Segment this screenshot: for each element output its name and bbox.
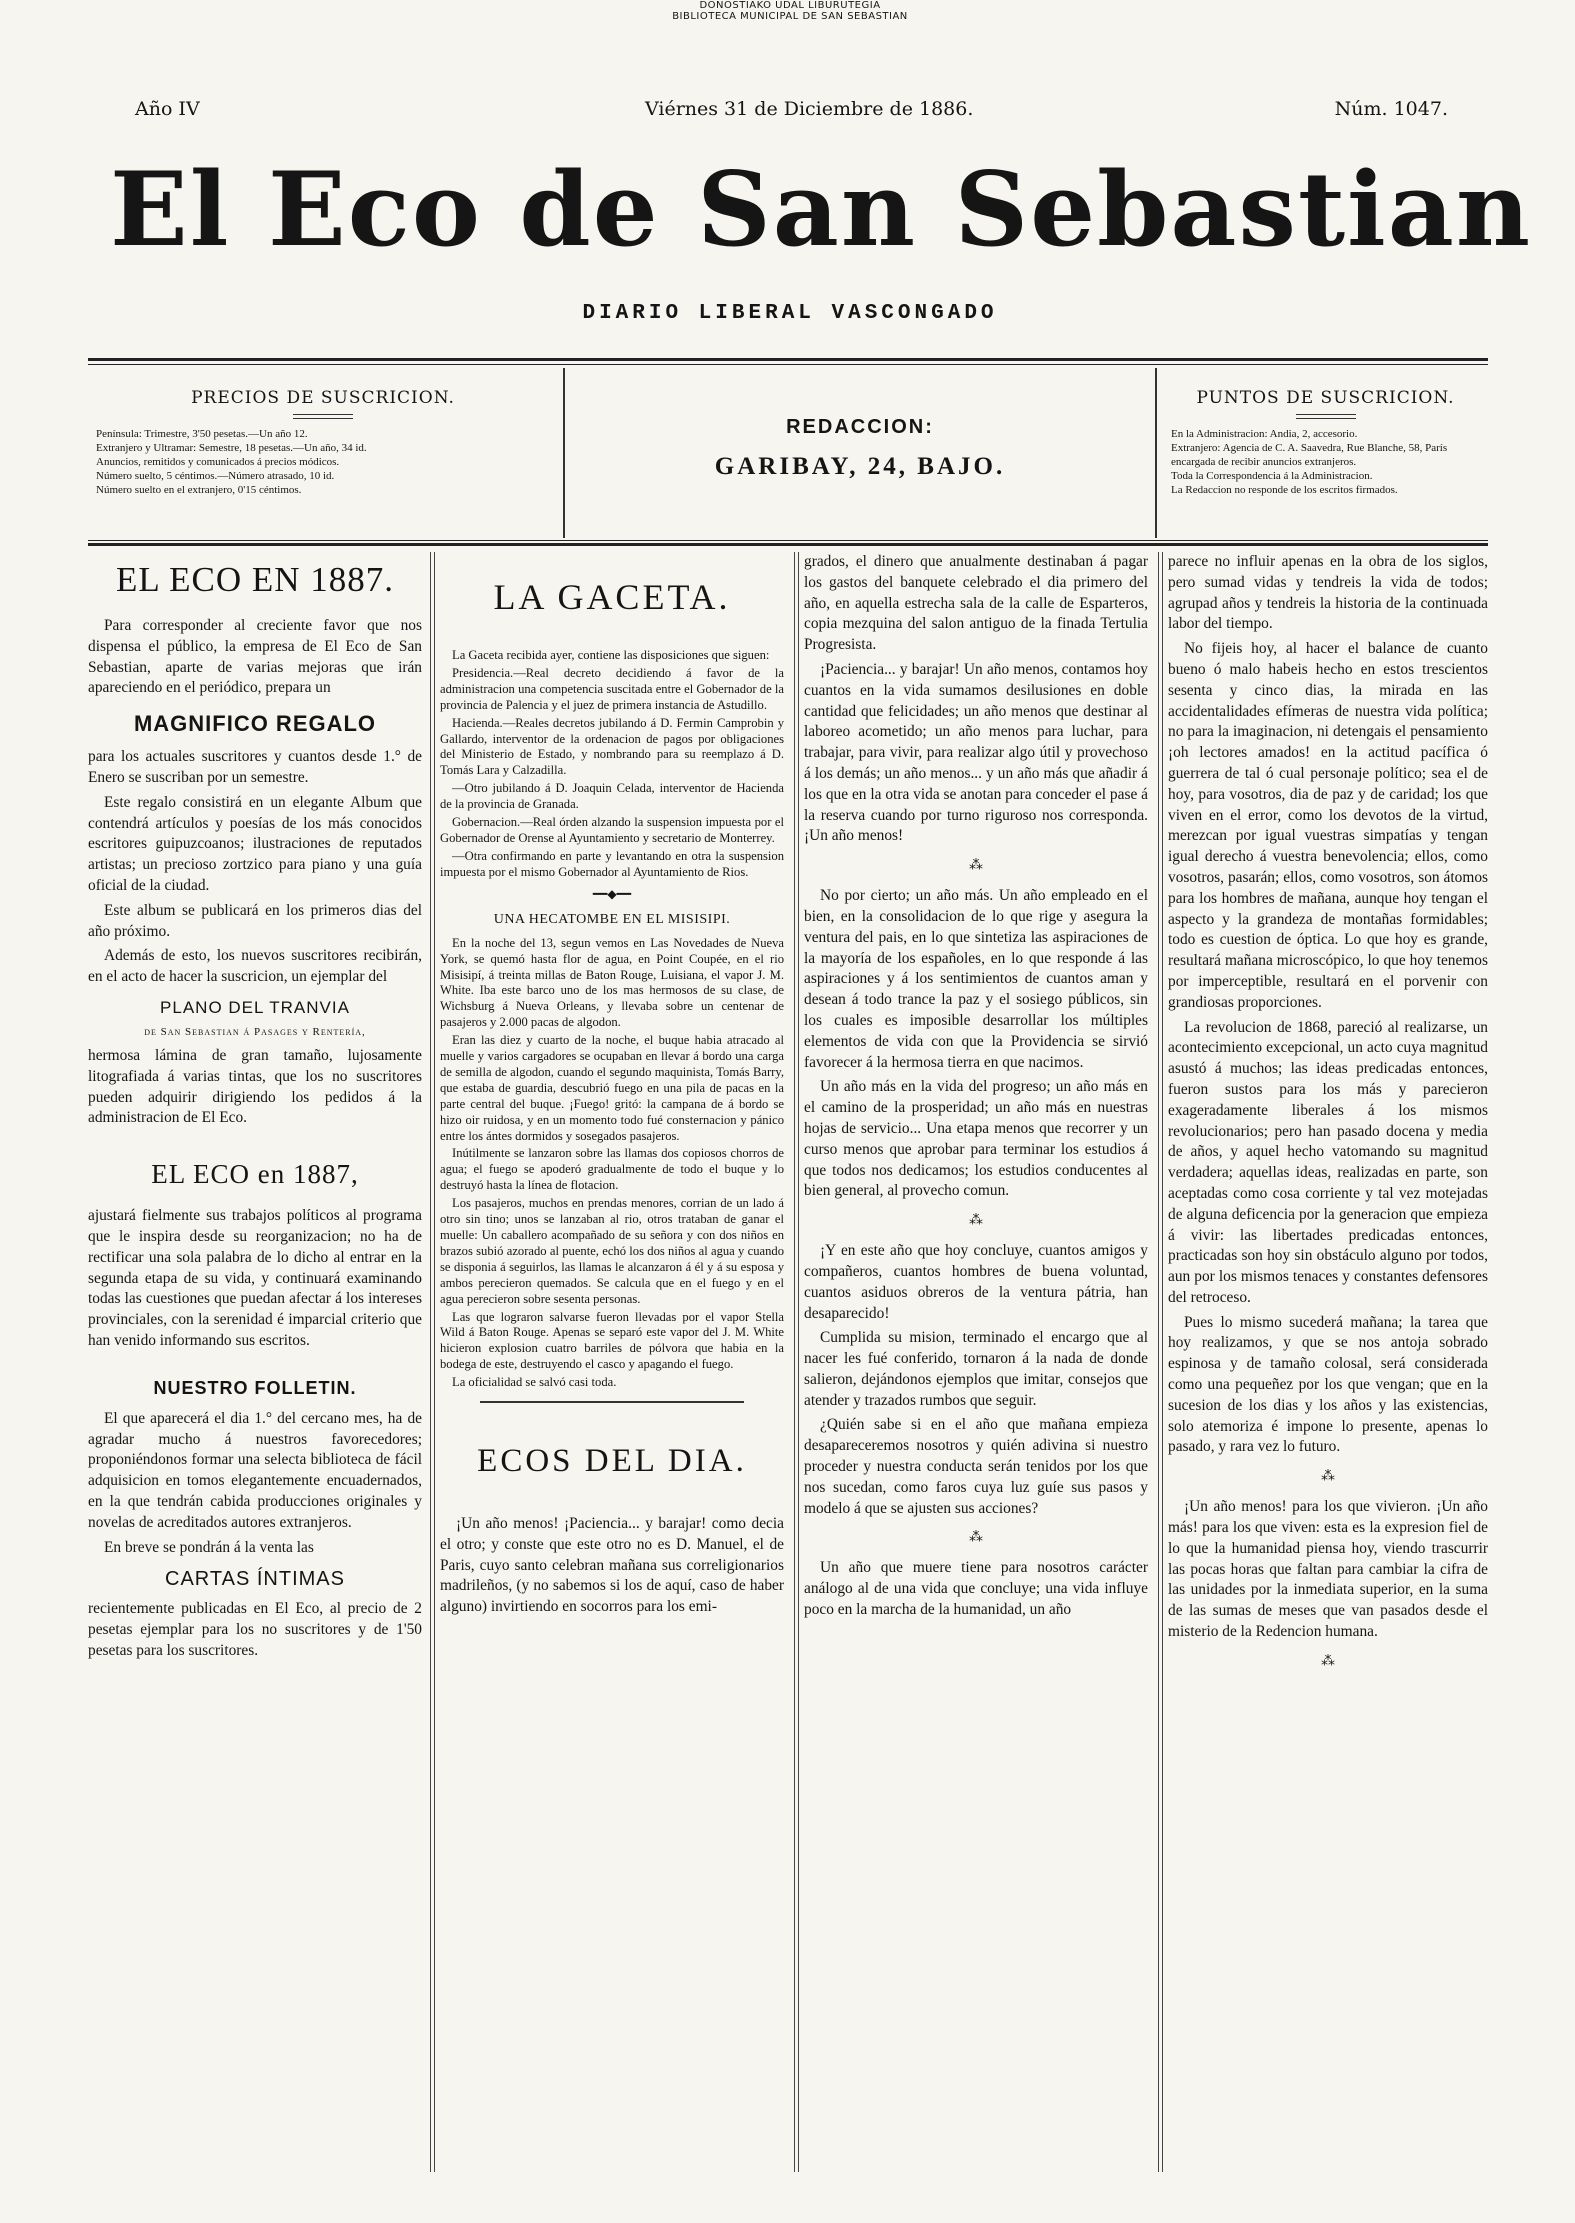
paragraph: Cumplida su mision, terminado el encargo que al nacer les fué conferido, tornaron á la nada de donde salieron, dejándonos ejemplos que imitar, consejos que atender y trazados rumbos que seguir. xyxy=(804,1329,1148,1409)
paragraph: Presidencia.—Real decreto decidiendo á favor de la administracion una competencia suscitada entre el Gobernador de la provincia de Palencia y el juez de primera instancia de Astudillo. xyxy=(440,665,784,712)
stamp-line-2: BIBLIOTECA MUNICIPAL DE SAN SEBASTIAN xyxy=(672,11,908,22)
eco-1887-heading: EL ECO EN 1887. xyxy=(115,560,395,599)
misisipi-heading: UNA HECATOMBE EN EL MISISIPI. xyxy=(493,911,731,927)
paragraph: Para corresponder al creciente favor que nos dispensa el público, la empresa de El Eco de San Sebastian, aparte de varias mejoras que irán apareciendo en el periódico, prepara un xyxy=(88,617,422,697)
paragraph: En la noche del 13, segun vemos en Las Novedades de Nueva York, se quemó hasta flor de agua, en Point Coupée, en el rio Misisipí, á treinta millas de Baton Rouge, Luisiana, el vapor J. M. White. Iba este barco uno de los mas hermosos de su clase, de Wichsburg á Nueva Orleans, y llevaba sobre un centenar de pasajeros y 2.000 pacas de algodon. xyxy=(440,935,784,1030)
paragraph: Pues lo mismo sucederá mañana; la tarea que hoy realizamos, y que se nos antoja sobrado espinosa y de tamaño colosal, será considerada como una pequeñez por los que vengan; que en la sucesion de los dias y los años y las existencias, solo atemoriza é impone lo presente, apenas lo pasado, y rara vez lo futuro. xyxy=(1168,1313,1488,1456)
paragraph: —Otra confirmando en parte y levantando en otra la suspension impuesta por el mismo Gobernador al Ayuntamiento de Rios. xyxy=(440,848,784,879)
prices-line: Anuncios, remitidos y comunicados á precios módicos. xyxy=(96,456,340,468)
section-rule xyxy=(480,1401,744,1403)
paragraph: El que aparecerá el dia 1.° del cercano mes, ha de agradar mucho á nuestros favorecedores; proponiéndonos formar una selecta biblioteca de fácil adquisicion en tomos elegantemente encuadernados, en la que tendrán cabida producciones originales y novelas de acreditados autores extranjeros. xyxy=(88,1409,422,1531)
paragraph: parece no influir apenas en la obra de los siglos, pero sumad vidas y tendreis la vida de todos; agrupad años y tendreis la historia de la continuada labor del tiempo. xyxy=(1168,553,1488,633)
library-stamp xyxy=(520,0,1060,22)
paragraph: Un año más en la vida del progreso; un año más en el camino de la prosperidad; un año más en nuestras hojas de servicio... Una etapa menos que recorrer y un curso menos que aprobar para terminar los estudios á que todos nos dedicamos; los estudios conducentes al bien general, al provecho comun. xyxy=(804,1078,1148,1200)
column-2 xyxy=(440,552,784,2192)
paragraph: Eran las diez y cuarto de la noche, el buque habia atracado al muelle y varios cargadores se ocupaban en llevar á bordo una carga de semilla de algodon, cuando el segundo maquinista, Tomás Barry, que estaba de guardia, descubrió fuego en una pila de pacas en la parte central del buque. ¡Fuego! gritó: la campana de á bordo se hizo oir ruidosa, y en un momento todo fué consternacion y pánico entre los ántes dormidos y sosegados pasajeros. xyxy=(440,1033,784,1143)
asterism: ⁂ xyxy=(969,858,983,874)
issue-year: Año IV xyxy=(135,98,200,120)
newspaper-subtitle: DIARIO LIBERAL VASCONGADO xyxy=(582,302,998,325)
asterism: ⁂ xyxy=(969,1530,983,1546)
paragraph: Los pasajeros, muchos en prendas menores, corrian de un lado á otro sin tino; unos se lanzaban al rio, otros trataban de ganar el muelle: Un caballero acompañado de su señora y con dos niños en brazos subió azorado al puente, echó los dos niños al agua y cuando se disponia á seguirlos, las llamas le alcanzaron á él y á su esposa y ambos perecieron quemados. Se calcula que en el fuego y en el agua perecieron sobre sesenta personas. xyxy=(440,1196,784,1306)
prices-divider xyxy=(293,414,353,419)
issue-number: Núm. 1047. xyxy=(1334,98,1448,120)
paragraph: ¡Paciencia... y barajar! Un año menos, contamos hoy cuantos en la vida sumamos desilusiones en doble cantidad que felicidades; un año menos que destinar al laboreo acometido; un año menos para luchar, para trabajar, para vivir, para realizar algo útil y provechoso á los demás; un año menos... y un año más que añadir á los que en la otra vida se anotan para conceder el pase á la reserva cuando por turno riguroso nos corresponda. ¡Un año menos! xyxy=(804,660,1148,845)
paragraph: Un año que muere tiene para nosotros carácter análogo al de una vida que concluye; una vida influye poco en la marcha de la humanidad, un año xyxy=(804,1559,1148,1619)
dateline xyxy=(110,98,1470,130)
ornament-divider: ━━◆━━ xyxy=(592,886,632,901)
article-columns xyxy=(88,552,1488,2192)
column-4 xyxy=(1168,552,1488,2192)
points-line: La Redaccion no responde de los escritos firmados. xyxy=(1171,484,1398,496)
redaccion-address: GARIBAY, 24, BAJO. xyxy=(714,453,1006,480)
paragraph: La revolucion de 1868, pareció al realizarse, un acontecimiento excepcional, un acto cuya magnitud asustó á muchos; las ideas predicadas entonces, fueron sustos para los más y parecieron exageradamente liberales á los mismos revolucionarios; pero han pasado docena y media de años, y aquel hecho vatomando su magnitud verdadera; aquellas ideas, realizadas en parte, son aceptadas como cosa corriente y tal vez motejadas de alguna deficencia por la generacion que empieza á vivir: las libertades predicadas entonces, practicadas son hoy sin obstáculo alguno por todos, aun por los mismos tenaces y constantes defensores del retroceso. xyxy=(1168,1018,1488,1306)
points-divider xyxy=(1296,414,1356,419)
ecos-del-dia-heading: ECOS DEL DIA. xyxy=(477,1443,747,1480)
header-rule-bottom-thin xyxy=(88,540,1488,541)
points-box xyxy=(1163,368,1488,538)
paragraph: La Gaceta recibida ayer, contiene las disposiciones que siguen: xyxy=(452,648,770,662)
header-rule-top-thin xyxy=(88,364,1488,365)
paragraph: La oficialidad se salvó casi toda. xyxy=(452,1375,617,1390)
asterism: ⁂ xyxy=(969,1213,983,1229)
paragraph: para los actuales suscritores y cuantos desde 1.° de Enero se suscriban por un semestre. xyxy=(88,748,422,786)
redaccion-box xyxy=(563,368,1157,538)
header-rule-top xyxy=(88,358,1488,361)
paragraph: —Otro jubilando á D. Joaquin Celada, interventor de Hacienda de la provincia de Granada. xyxy=(440,781,784,812)
paragraph: ¡Un año menos! para los que vivieron. ¡Un año más! para los que viven: esta es la expresion fiel de lo que la humanidad piensa hoy, viendo trascurrir las pocas horas que faltan para cambiar la cifra de las unidades por la inmediata superior, en la suma de las sumas de meses que van pasados desde el misterio de la Redencion humana. xyxy=(1168,1498,1488,1641)
eco-1887-heading-2: EL ECO en 1887, xyxy=(151,1159,359,1190)
paragraph: En breve se pondrán á la venta las xyxy=(104,1538,314,1556)
paragraph: Este regalo consistirá en un elegante Album que contendrá artículos y poesías de los más conocidos escritores guipuzcoanos; ilustraciones de reputados artistas; un precioso zortzico para piano y una guía oficial de la ciudad. xyxy=(88,793,422,894)
redaccion-label: REDACCION: xyxy=(786,416,934,438)
asterism: ⁂ xyxy=(1321,1469,1335,1485)
column-3 xyxy=(804,552,1148,2192)
issue-date: Viérnes 31 de Diciembre de 1886. xyxy=(645,98,974,120)
paragraph: ¡Y en este año que hoy concluye, cuantos amigos y compañeros, cuantos hombres de buena voluntad, cuantos asiduos obreros de la ventura pátria, han desaparecido! xyxy=(804,1242,1148,1322)
paragraph: Además de esto, los nuevos suscritores recibirán, en el acto de hacer la suscricion, un ejemplar del xyxy=(88,947,422,986)
paragraph: hermosa lámina de gran tamaño, lujosamente litografiada á varias tintas, que los no suscritores pueden adquirir dirigiendo los pedidos á la administracion de El Eco. xyxy=(88,1046,422,1127)
paragraph: Las que lograron salvarse fueron llevadas por el vapor Stella Wild á Baton Rouge. Apenas se separó este vapor del J. M. White hicieron explosion cuatro barriles de pólvora que habia en la bodega de este, destruyendo el casco y apagando el fuego. xyxy=(440,1309,784,1372)
paragraph: Gobernacion.—Real órden alzando la suspension impuesta por el Gobernador de Orense al Ayuntamiento y secretario de Monterrey. xyxy=(440,815,784,845)
points-line: Toda la Correspondencia á la Administracion. xyxy=(1171,470,1373,482)
stamp-line-1: DONOSTIAKO UDAL LIBURUTEGIA xyxy=(699,0,881,11)
asterism: ⁂ xyxy=(1321,1653,1335,1669)
tram-map-subheading: de San Sebastian á Pasages y Rentería, xyxy=(144,1025,366,1038)
points-line: Extranjero: Agencia de C. A. Saavedra, Rue Blanche, 58, París encargada de recibir anuncios extranjeros. xyxy=(1171,442,1448,468)
prices-line: Extranjero y Ultramar: Semestre, 18 pesetas.—Un año, 34 id. xyxy=(96,442,367,454)
paragraph: Inútilmente se lanzaron sobre las llamas dos copiosos chorros de agua; el fuego se apoderó gradualmente de todo el buque y lo destruyó hasta la línea de flotacion. xyxy=(440,1146,784,1193)
prices-line: Península: Trimestre, 3'50 pesetas.—Un año 12. xyxy=(96,428,308,440)
paragraph: Hacienda.—Reales decretos jubilando á D. Fermin Camprobin y Gallardo, interventor de la ordenacion de pagos por obligaciones del Ministerio de Estado, y nombrando para su reemplazo á D. Tomás Lara y Calzadilla. xyxy=(440,715,784,778)
paragraph: ajustará fielmente sus trabajos políticos al programa que le inspira desde su reorganizacion; no ha de rectificar una sola palabra de lo dicho al entrar en la segunda etapa de su vida, y continuará examinando todas las cuestiones que puedan afectar á los intereses provinciales, con la serenidad é imparcial criterio que han venido informando sus escritos. xyxy=(88,1207,422,1349)
newspaper-title: El Eco de San Sebastian xyxy=(110,150,1533,270)
paragraph: Este album se publicará en los primeros dias del año próximo. xyxy=(88,901,422,940)
paragraph: No fijeis hoy, al hacer el balance de cuanto bueno ó malo habeis hecho en estos trescientos sesenta y cinco dias, la mirada en las accidentalidades efímeras de nuestra vida política; no para la imaginacion, ni detengais el pensamiento ¡oh lectores amados! en la actitud pacífica ó guerrera de tal ó cual personaje político; sea el de hoy, para vosotros, dia de paz y de caridad; los que viven en el error, como los devotos de la virtud, merezcan por igual vuestras simpatías y tengan igual derecho á vuestra benevolencia; ellos, como vosotros, pasarán; ellos, como vosotros, son átomos para los hombres de mañana, aunque hoy tengan el aspecto y la grandeza de montañas formidables; todo es cuestion de óptica. Lo que hoy es grande, resultará mañana microscópico, lo que hoy tenemos por imperceptible, resultará en el porvenir con grandiosas proporciones. xyxy=(1168,640,1488,1011)
points-title: PUNTOS DE SUSCRICION. xyxy=(1196,388,1455,408)
paragraph: ¿Quién sabe si en el año que mañana empieza desapareceremos nosotros y quién adivina si nuestro proceder y nuestra conducta serán tenidos por los que nos sucedan, como faros cuya luz guíe sus pasos y modelo á que se ajusten sus acciones? xyxy=(804,1416,1148,1517)
header-rule-bottom xyxy=(88,543,1488,546)
paragraph: grados, el dinero que anualmente destinaban á pagar los gastos del banquete celebrado el dia primero del año, en aquella estrecha sala de la calle de Esparteros, copia mezquina del salon antiguo de la finada Tertulia Progresista. xyxy=(804,553,1148,654)
folletin-heading: NUESTRO FOLLETIN. xyxy=(153,1377,357,1398)
paragraph: No por cierto; un año más. Un año empleado en el bien, en la consolidacion de lo que rige y asegura la ventura del pais, en lo que sintetiza las aspiraciones de la mayoría de los españoles, en lo que responde á las aspiraciones y á los sentimientos de cuantos aman y desean á todo trance la paz y el sosiego públicos, sin los cuales es imposible desarrollar los múltiples elementos de vida con que la Providencia se sirvió favorecer á la hermosa tierra en que nacimos. xyxy=(804,887,1148,1071)
gift-heading: MAGNIFICO REGALO xyxy=(133,711,377,737)
subscription-boxes xyxy=(88,368,1488,538)
column-1 xyxy=(88,552,422,2192)
paragraph: ¡Un año menos! ¡Paciencia... y barajar! como decia el otro; y conste que este otro no es D. Manuel, el de Paris, cuyo santo celebran mañana sus correligionarios madrileños, (y no sabemos si los de aquí, caso de haber alguno) invirtiendo en socorros para los emi- xyxy=(440,1515,784,1616)
prices-title: PRECIOS DE SUSCRICION. xyxy=(191,388,455,408)
prices-line: Número suelto en el extranjero, 0'15 céntimos. xyxy=(96,484,302,496)
prices-box xyxy=(88,368,558,538)
points-line: En la Administracion: Andia, 2, accesorio. xyxy=(1171,428,1358,440)
paragraph: recientemente publicadas en El Eco, al precio de 2 pesetas ejemplar para los no suscritores y de 1'50 pesetas para los suscritores. xyxy=(88,1600,422,1659)
tram-map-heading: PLANO DEL TRANVIA xyxy=(160,997,350,1017)
gaceta-heading: LA GACETA. xyxy=(493,577,731,617)
cartas-heading: CARTAS ÍNTIMAS xyxy=(165,1568,345,1591)
prices-line: Número suelto, 5 céntimos.—Número atrasado, 10 id. xyxy=(96,470,335,482)
